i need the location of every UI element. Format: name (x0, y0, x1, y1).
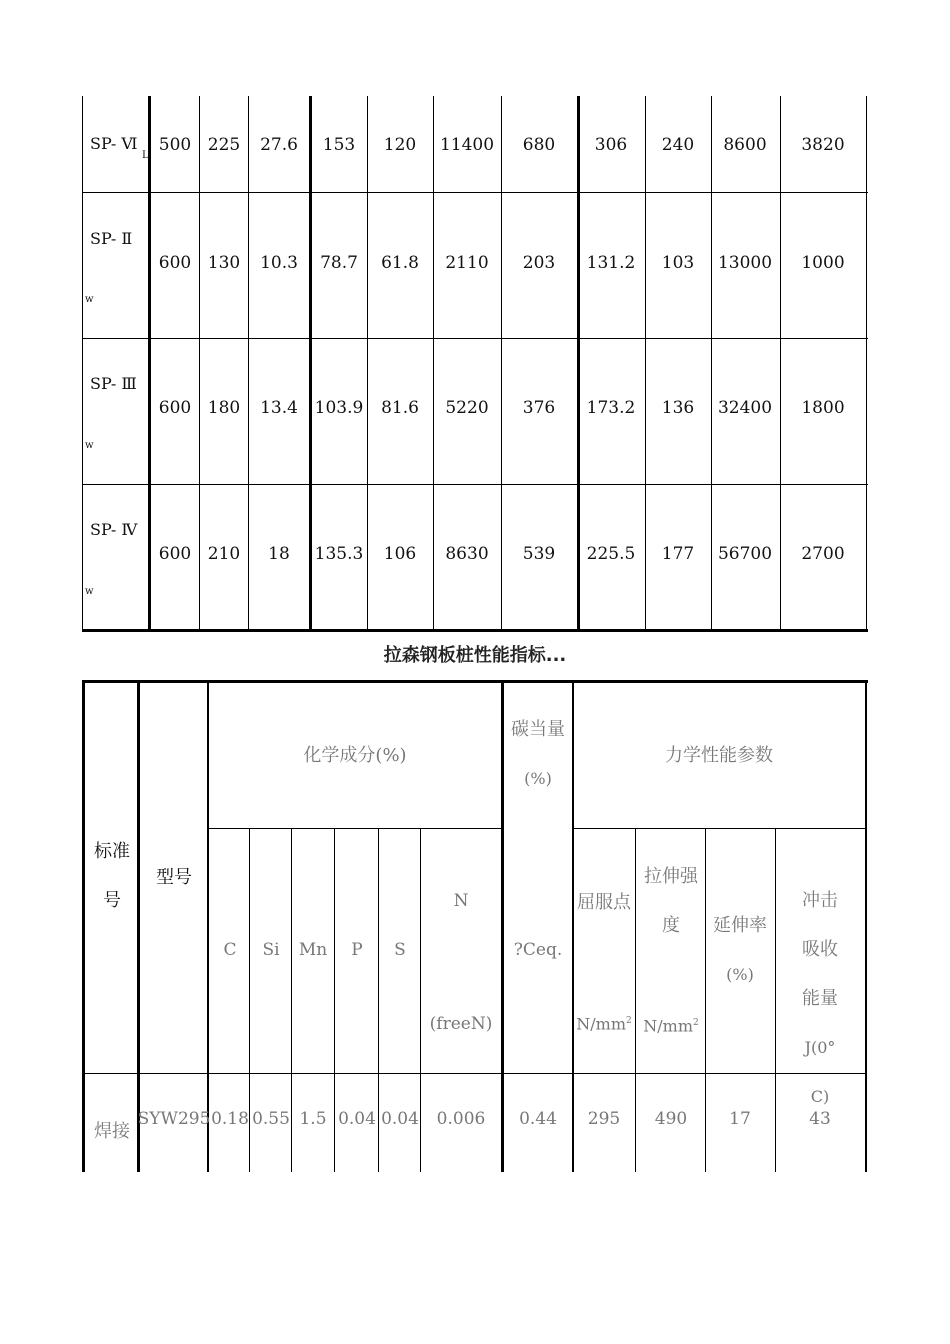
model-subscript: w (85, 586, 94, 597)
row-n: 0.006 (436, 1109, 486, 1129)
row-s: 0.04 (381, 1109, 419, 1129)
col-divider (82, 96, 83, 630)
col-divider (420, 828, 421, 1172)
model-name: SP- Ⅱ (90, 229, 133, 248)
table-cell: 103.9 (314, 398, 364, 418)
col-tensile-unit (643, 1017, 698, 1036)
unit-text: N/mm (643, 1016, 693, 1036)
unit-superscript: 2 (626, 1016, 632, 1027)
header-text: 号 (103, 890, 121, 911)
table-caption: 拉森钢板桩性能指标... (383, 645, 567, 666)
model-subscript: w (85, 294, 94, 305)
col-tensile-strength (644, 852, 698, 950)
col-divider (572, 680, 574, 1172)
table-cell: 600 (158, 398, 192, 418)
table-cell: 135.3 (314, 544, 364, 564)
row-model: SYW295 (137, 1109, 211, 1129)
header-text: 延伸率 (713, 915, 767, 936)
header-text: 拉伸强 (644, 866, 698, 887)
table-cell: 78.7 (320, 253, 358, 273)
row-yield: 295 (587, 1109, 621, 1129)
table-cell: 8630 (445, 544, 489, 564)
header-text: 冲击吸收 (802, 890, 838, 960)
row-p: 0.04 (338, 1109, 376, 1129)
row-si: 0.55 (252, 1109, 290, 1129)
table-cell: 2700 (801, 544, 845, 564)
table-right-border (865, 680, 867, 1172)
model-name: SP- Ⅵ (90, 134, 138, 153)
col-divider (866, 96, 867, 630)
header-text: (%) (726, 965, 754, 984)
col-elongation (713, 901, 767, 999)
col-divider (780, 96, 781, 630)
col-c: C (223, 940, 237, 960)
table-cell: 306 (594, 135, 628, 155)
col-impact-energy (796, 876, 844, 1121)
table-left-border (82, 680, 85, 1172)
table-cell: 173.2 (586, 398, 636, 418)
col-ceq: ?Ceq. (513, 940, 563, 960)
table-top-border (82, 680, 868, 683)
col-divider (645, 96, 646, 630)
col-yield-unit (576, 1015, 631, 1034)
header-text: 能量 (802, 988, 838, 1009)
table-cell: 10.3 (260, 253, 298, 273)
col-n: N (453, 891, 469, 911)
unit-text: N/mm (576, 1014, 626, 1034)
model-header: 型号 (156, 867, 192, 888)
header-text: (%) (524, 769, 552, 788)
model-name: SP- Ⅳ (90, 520, 138, 539)
col-si: Si (262, 940, 280, 960)
table-cell: 8600 (723, 135, 767, 155)
row-c: 0.18 (211, 1109, 249, 1129)
table-cell: 136 (661, 398, 695, 418)
table-cell: 177 (661, 544, 695, 564)
col-divider (501, 96, 502, 630)
col-divider (501, 680, 504, 1172)
table-cell: 27.6 (260, 135, 298, 155)
row-divider (574, 828, 865, 829)
carbon-equivalent-header (511, 705, 565, 803)
table-cell: 210 (207, 544, 241, 564)
model-name: SP- Ⅲ (90, 374, 137, 393)
table-cell: 130 (207, 253, 241, 273)
table-cell: 5220 (445, 398, 489, 418)
col-divider (207, 680, 209, 1172)
table-cell: 13.4 (260, 398, 298, 418)
col-divider (711, 96, 712, 630)
row-standard: 焊接 (94, 1121, 130, 1142)
table-cell: 600 (158, 253, 192, 273)
table-cell: 680 (522, 135, 556, 155)
table-cell: 225 (207, 135, 241, 155)
header-text: 碳当量 (511, 719, 565, 740)
row-divider (209, 828, 501, 829)
table-cell: 203 (522, 253, 556, 273)
col-divider (775, 828, 776, 1172)
table-cell: 2110 (445, 253, 489, 273)
table-cell: 103 (661, 253, 695, 273)
model-subscript: w (85, 440, 94, 451)
col-p: P (351, 940, 363, 960)
table-cell: 13000 (717, 253, 773, 273)
table-cell: 240 (661, 135, 695, 155)
row-divider (82, 1073, 867, 1074)
standard-header (94, 827, 130, 925)
col-divider (367, 96, 368, 630)
col-divider (577, 96, 580, 630)
col-s: S (394, 940, 406, 960)
table-cell: 18 (268, 544, 290, 564)
table-cell: 120 (383, 135, 417, 155)
table-cell: 1800 (801, 398, 845, 418)
table-cell: 3820 (801, 135, 845, 155)
table-cell: 600 (158, 544, 192, 564)
col-divider (705, 828, 706, 1172)
table-cell: 81.6 (381, 398, 419, 418)
unit-superscript: 2 (693, 1018, 699, 1029)
table-cell: 376 (522, 398, 556, 418)
col-divider (635, 828, 636, 1172)
header-text: 度 (662, 915, 680, 936)
table-cell: 539 (522, 544, 556, 564)
row-mn: 1.5 (299, 1109, 327, 1129)
header-text: 标准 (94, 841, 130, 862)
table-cell: 153 (322, 135, 356, 155)
table-cell: 225.5 (586, 544, 636, 564)
col-divider (199, 96, 200, 630)
col-divider (378, 828, 379, 1172)
table-cell: 1000 (801, 253, 845, 273)
larsen-steel-pile-properties-table (82, 680, 868, 1172)
col-divider (249, 828, 250, 1172)
table-cell: 180 (207, 398, 241, 418)
col-divider (248, 96, 249, 630)
col-n-sub: (freeN) (429, 1014, 493, 1034)
row-tensile: 490 (654, 1109, 688, 1129)
header-text: J(0° C) (804, 1038, 836, 1106)
col-divider (291, 828, 292, 1172)
col-divider (334, 828, 335, 1172)
mechanical-properties-header: 力学性能参数 (665, 745, 773, 766)
steel-sheet-pile-section-table (82, 96, 868, 632)
col-divider (433, 96, 434, 630)
chemical-composition-header: 化学成分(%) (303, 745, 407, 766)
table-cell: 56700 (717, 544, 773, 564)
model-subscript: L (142, 150, 149, 161)
table-cell: 106 (383, 544, 417, 564)
col-divider (148, 96, 151, 630)
row-elongation: 17 (729, 1109, 751, 1129)
col-divider (309, 96, 312, 630)
row-impact: 43 (809, 1109, 831, 1129)
row-ceq: 0.44 (519, 1109, 557, 1129)
col-yield-point: 屈服点 (577, 892, 631, 913)
table-cell: 11400 (439, 135, 495, 155)
table-cell: 61.8 (381, 253, 419, 273)
table-cell: 500 (158, 135, 192, 155)
col-divider (137, 680, 140, 1172)
col-mn: Mn (298, 940, 328, 960)
table-cell: 131.2 (586, 253, 636, 273)
table-cell: 32400 (717, 398, 773, 418)
